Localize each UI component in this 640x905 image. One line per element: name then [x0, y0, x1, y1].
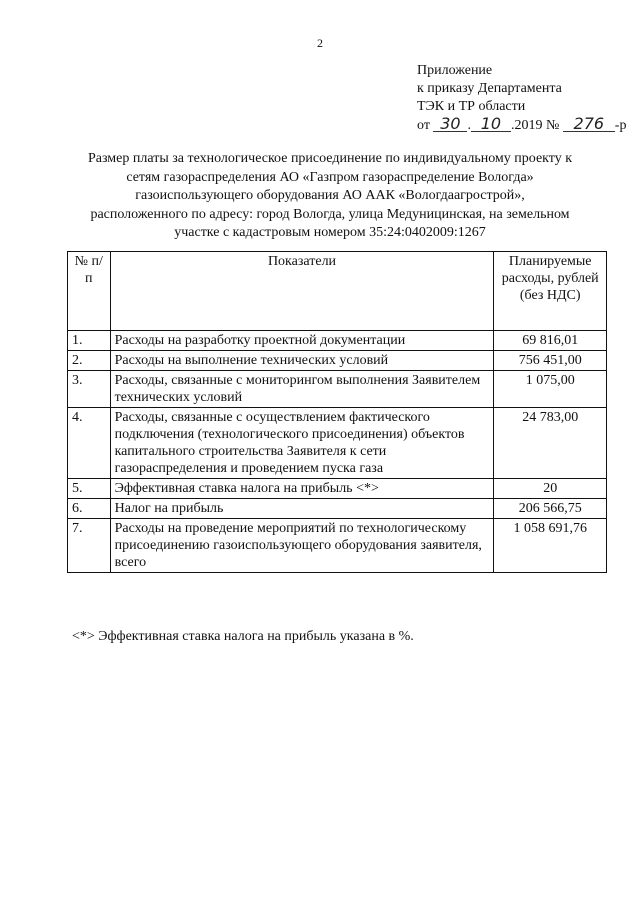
row-indicator: Расходы на проведение мероприятий по технологическому присоединению газоиспользующего оборудования заявителя, всего — [110, 519, 494, 573]
table-row — [68, 519, 607, 573]
row-indicator: Налог на прибыль — [110, 499, 494, 519]
table-row — [68, 371, 607, 408]
table-row — [68, 408, 607, 479]
row-value: 1 075,00 — [494, 371, 607, 408]
handwritten-day: 30 — [433, 116, 467, 132]
footnote: <*> Эффективная ставка налога на прибыль указана в %. — [72, 629, 414, 644]
row-value: 206 566,75 — [494, 499, 607, 519]
row-number: 5. — [68, 479, 111, 499]
title-line: сетям газораспределения АО «Газпром газораспределение Вологда» — [126, 169, 534, 185]
header-indicator: Показатели — [110, 252, 494, 331]
title-line: участке с кадастровым номером 35:24:0402009:1267 — [174, 225, 486, 240]
row-number: 3. — [68, 371, 111, 408]
row-value: 1 058 691,76 — [494, 519, 607, 573]
header-planned-costs: Планируемые расходы, рублей (без НДС) — [494, 252, 607, 331]
table-row — [68, 331, 607, 351]
table-row — [68, 479, 607, 499]
appendix-title: Приложение — [417, 63, 493, 78]
date-dot: . — [467, 118, 471, 133]
table-row — [68, 499, 607, 519]
appendix-date-line — [417, 116, 626, 135]
table-header-row — [68, 252, 607, 331]
row-number: 2. — [68, 351, 111, 371]
table-row — [68, 351, 607, 371]
row-number: 1. — [68, 331, 111, 351]
order-suffix: -р — [614, 118, 627, 133]
row-value: 69 816,01 — [494, 331, 607, 351]
appendix-block — [417, 62, 626, 135]
row-indicator: Расходы на выполнение технических условий — [110, 351, 494, 371]
document-title — [60, 150, 600, 243]
row-indicator: Расходы, связанные с мониторингом выполнения Заявителем технических условий — [110, 371, 494, 408]
appendix-department: ТЭК и ТР области — [417, 99, 526, 114]
handwritten-order-number: 276 — [563, 116, 615, 132]
date-prefix: от — [417, 118, 430, 133]
title-line: газоиспользующего оборудования АО ААК «Вологдаагрострой», — [135, 188, 525, 203]
row-indicator: Эффективная ставка налога на прибыль <*> — [110, 479, 494, 499]
header-number: № п/п — [68, 252, 111, 331]
costs-table — [67, 251, 607, 573]
row-indicator: Расходы, связанные с осуществлением фактического подключения (технологического присоединения) объектов капитального строительства Заявителя к сети газораспределения и проведением пуска газа — [110, 408, 494, 479]
appendix-order-reference: к приказу Департамента — [417, 81, 562, 96]
row-value: 756 451,00 — [494, 351, 607, 371]
row-number: 4. — [68, 408, 111, 479]
row-indicator: Расходы на разработку проектной документации — [110, 331, 494, 351]
title-line: Размер платы за технологическое присоединение по индивидуальному проекту к — [87, 151, 573, 166]
row-number: 7. — [68, 519, 111, 573]
title-line: расположенного по адресу: город Вологда, улица Медуницинская, на земельном — [90, 206, 570, 222]
page-number: 2 — [317, 36, 323, 50]
handwritten-month: 10 — [471, 116, 511, 132]
row-number: 6. — [68, 499, 111, 519]
row-value: 24 783,00 — [494, 408, 607, 479]
date-year: .2019 № — [510, 118, 560, 133]
row-value: 20 — [494, 479, 607, 499]
